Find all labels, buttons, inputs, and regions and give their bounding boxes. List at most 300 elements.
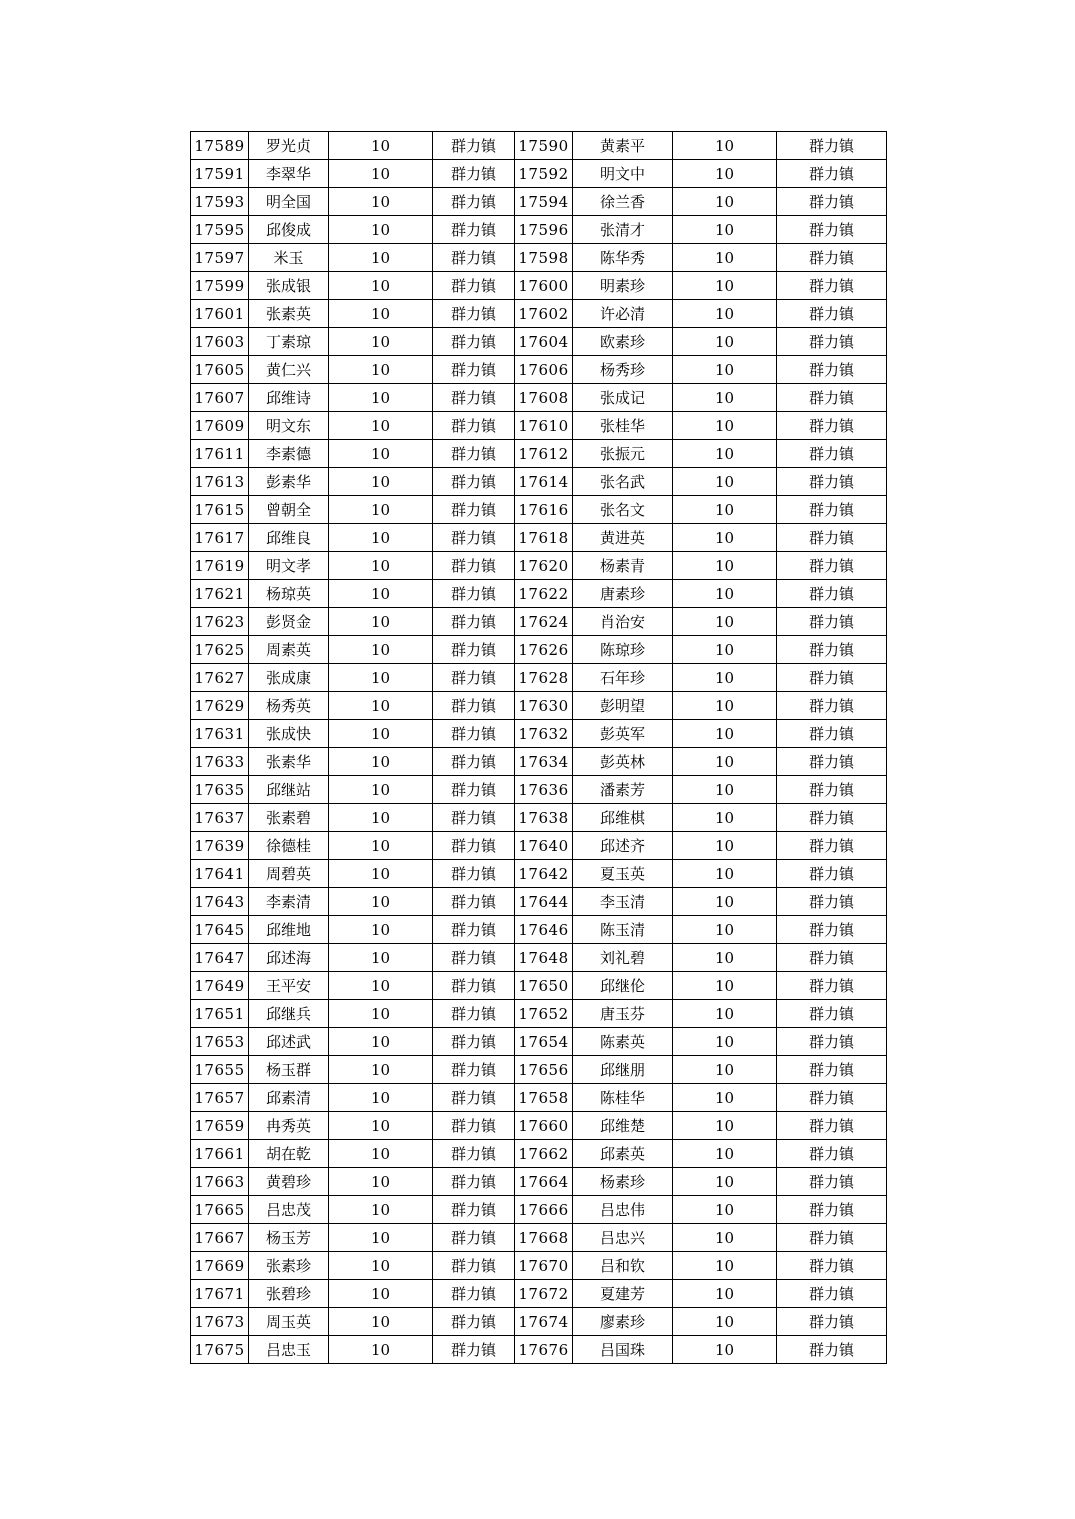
table-row (191, 272, 887, 300)
cell-id: 17594 (515, 188, 573, 216)
table-row (191, 776, 887, 804)
table-row (191, 944, 887, 972)
cell-town: 群力镇 (777, 944, 887, 972)
cell-town: 群力镇 (777, 496, 887, 524)
cell-id: 17596 (515, 216, 573, 244)
cell-name: 彭英林 (573, 748, 673, 776)
cell-id: 17655 (191, 1056, 249, 1084)
table-row (191, 244, 887, 272)
cell-id: 17639 (191, 832, 249, 860)
cell-name: 彭明望 (573, 692, 673, 720)
cell-name: 明文东 (249, 412, 329, 440)
cell-id: 17611 (191, 440, 249, 468)
cell-amount: 10 (673, 384, 777, 412)
cell-town: 群力镇 (433, 132, 515, 160)
cell-amount: 10 (329, 1224, 433, 1252)
cell-id: 17667 (191, 1224, 249, 1252)
table-row (191, 832, 887, 860)
cell-id: 17591 (191, 160, 249, 188)
cell-amount: 10 (329, 1084, 433, 1112)
cell-town: 群力镇 (433, 384, 515, 412)
cell-name: 邱维地 (249, 916, 329, 944)
cell-id: 17590 (515, 132, 573, 160)
table-row (191, 300, 887, 328)
cell-name: 冉秀英 (249, 1112, 329, 1140)
cell-name: 张成银 (249, 272, 329, 300)
cell-town: 群力镇 (433, 1140, 515, 1168)
cell-amount: 10 (673, 328, 777, 356)
cell-id: 17659 (191, 1112, 249, 1140)
cell-id: 17662 (515, 1140, 573, 1168)
cell-town: 群力镇 (433, 272, 515, 300)
table-row (191, 1168, 887, 1196)
cell-amount: 10 (329, 160, 433, 188)
cell-id: 17609 (191, 412, 249, 440)
cell-name: 彭素华 (249, 468, 329, 496)
cell-id: 17651 (191, 1000, 249, 1028)
cell-town: 群力镇 (777, 916, 887, 944)
cell-name: 吕忠玉 (249, 1336, 329, 1364)
cell-id: 17626 (515, 636, 573, 664)
cell-amount: 10 (329, 384, 433, 412)
cell-amount: 10 (329, 832, 433, 860)
cell-town: 群力镇 (777, 300, 887, 328)
cell-amount: 10 (673, 720, 777, 748)
cell-town: 群力镇 (433, 916, 515, 944)
cell-amount: 10 (673, 1000, 777, 1028)
cell-amount: 10 (329, 804, 433, 832)
cell-amount: 10 (329, 356, 433, 384)
table-row (191, 1224, 887, 1252)
cell-name: 李翠华 (249, 160, 329, 188)
cell-town: 群力镇 (433, 804, 515, 832)
cell-amount: 10 (673, 412, 777, 440)
cell-amount: 10 (673, 1140, 777, 1168)
cell-amount: 10 (329, 748, 433, 776)
cell-town: 群力镇 (433, 664, 515, 692)
cell-town: 群力镇 (777, 1196, 887, 1224)
cell-town: 群力镇 (777, 1280, 887, 1308)
cell-town: 群力镇 (433, 832, 515, 860)
cell-amount: 10 (329, 720, 433, 748)
cell-amount: 10 (673, 552, 777, 580)
cell-amount: 10 (329, 188, 433, 216)
cell-town: 群力镇 (433, 1028, 515, 1056)
cell-amount: 10 (673, 1336, 777, 1364)
cell-amount: 10 (329, 552, 433, 580)
cell-town: 群力镇 (777, 608, 887, 636)
cell-id: 17647 (191, 944, 249, 972)
cell-town: 群力镇 (433, 1336, 515, 1364)
table-row (191, 720, 887, 748)
cell-name: 徐兰香 (573, 188, 673, 216)
cell-amount: 10 (673, 1252, 777, 1280)
cell-id: 17648 (515, 944, 573, 972)
cell-amount: 10 (329, 1168, 433, 1196)
cell-id: 17675 (191, 1336, 249, 1364)
table-row (191, 160, 887, 188)
cell-id: 17635 (191, 776, 249, 804)
cell-town: 群力镇 (777, 468, 887, 496)
cell-id: 17625 (191, 636, 249, 664)
cell-id: 17620 (515, 552, 573, 580)
cell-town: 群力镇 (777, 216, 887, 244)
cell-town: 群力镇 (433, 888, 515, 916)
cell-amount: 10 (329, 1056, 433, 1084)
table-row (191, 1028, 887, 1056)
cell-town: 群力镇 (433, 1168, 515, 1196)
cell-id: 17604 (515, 328, 573, 356)
cell-id: 17657 (191, 1084, 249, 1112)
cell-name: 杨秀珍 (573, 356, 673, 384)
cell-amount: 10 (673, 300, 777, 328)
cell-town: 群力镇 (433, 748, 515, 776)
cell-amount: 10 (329, 608, 433, 636)
cell-town: 群力镇 (777, 580, 887, 608)
cell-id: 17621 (191, 580, 249, 608)
cell-amount: 10 (673, 244, 777, 272)
cell-name: 潘素芳 (573, 776, 673, 804)
cell-name: 邱素清 (249, 1084, 329, 1112)
table-row (191, 916, 887, 944)
cell-town: 群力镇 (777, 272, 887, 300)
cell-amount: 10 (673, 608, 777, 636)
cell-id: 17629 (191, 692, 249, 720)
table-row (191, 888, 887, 916)
cell-id: 17602 (515, 300, 573, 328)
cell-name: 唐玉芬 (573, 1000, 673, 1028)
cell-town: 群力镇 (777, 1336, 887, 1364)
cell-id: 17640 (515, 832, 573, 860)
cell-id: 17614 (515, 468, 573, 496)
cell-amount: 10 (329, 664, 433, 692)
cell-amount: 10 (329, 272, 433, 300)
table-row (191, 972, 887, 1000)
roster-table-body (191, 132, 887, 1364)
cell-name: 明素珍 (573, 272, 673, 300)
cell-id: 17619 (191, 552, 249, 580)
cell-id: 17653 (191, 1028, 249, 1056)
cell-town: 群力镇 (433, 300, 515, 328)
table-row (191, 1336, 887, 1364)
table-row (191, 1056, 887, 1084)
table-row (191, 580, 887, 608)
cell-id: 17645 (191, 916, 249, 944)
cell-name: 胡在乾 (249, 1140, 329, 1168)
cell-name: 黄仁兴 (249, 356, 329, 384)
cell-amount: 10 (329, 636, 433, 664)
cell-name: 黄碧珍 (249, 1168, 329, 1196)
cell-town: 群力镇 (433, 160, 515, 188)
cell-id: 17669 (191, 1252, 249, 1280)
cell-id: 17616 (515, 496, 573, 524)
cell-name: 陈华秀 (573, 244, 673, 272)
cell-name: 陈玉清 (573, 916, 673, 944)
cell-amount: 10 (673, 692, 777, 720)
cell-name: 张清才 (573, 216, 673, 244)
cell-name: 张成记 (573, 384, 673, 412)
cell-town: 群力镇 (777, 440, 887, 468)
roster-table (190, 131, 887, 1364)
cell-amount: 10 (329, 1252, 433, 1280)
cell-town: 群力镇 (433, 440, 515, 468)
cell-id: 17654 (515, 1028, 573, 1056)
cell-name: 陈琼珍 (573, 636, 673, 664)
cell-town: 群力镇 (433, 1252, 515, 1280)
table-row (191, 328, 887, 356)
cell-name: 张素华 (249, 748, 329, 776)
cell-town: 群力镇 (777, 552, 887, 580)
cell-town: 群力镇 (433, 1224, 515, 1252)
table-row (191, 636, 887, 664)
cell-amount: 10 (673, 1224, 777, 1252)
cell-id: 17636 (515, 776, 573, 804)
cell-id: 17643 (191, 888, 249, 916)
cell-id: 17668 (515, 1224, 573, 1252)
table-row (191, 692, 887, 720)
cell-name: 陈素英 (573, 1028, 673, 1056)
cell-id: 17627 (191, 664, 249, 692)
cell-name: 张振元 (573, 440, 673, 468)
cell-name: 邱俊成 (249, 216, 329, 244)
cell-amount: 10 (329, 1280, 433, 1308)
cell-amount: 10 (329, 244, 433, 272)
cell-id: 17595 (191, 216, 249, 244)
table-row (191, 384, 887, 412)
cell-town: 群力镇 (433, 636, 515, 664)
cell-amount: 10 (329, 776, 433, 804)
cell-town: 群力镇 (433, 188, 515, 216)
table-row (191, 664, 887, 692)
table-row (191, 132, 887, 160)
cell-amount: 10 (329, 944, 433, 972)
cell-name: 张素珍 (249, 1252, 329, 1280)
cell-id: 17673 (191, 1308, 249, 1336)
cell-town: 群力镇 (777, 160, 887, 188)
cell-town: 群力镇 (777, 132, 887, 160)
cell-id: 17598 (515, 244, 573, 272)
cell-amount: 10 (673, 440, 777, 468)
cell-amount: 10 (329, 440, 433, 468)
cell-name: 彭英军 (573, 720, 673, 748)
cell-id: 17612 (515, 440, 573, 468)
cell-id: 17646 (515, 916, 573, 944)
cell-amount: 10 (673, 804, 777, 832)
cell-amount: 10 (329, 860, 433, 888)
table-row (191, 608, 887, 636)
table-row (191, 748, 887, 776)
cell-amount: 10 (329, 1336, 433, 1364)
cell-town: 群力镇 (433, 1000, 515, 1028)
cell-town: 群力镇 (433, 692, 515, 720)
cell-amount: 10 (329, 216, 433, 244)
cell-id: 17624 (515, 608, 573, 636)
cell-id: 17610 (515, 412, 573, 440)
cell-amount: 10 (673, 1280, 777, 1308)
cell-amount: 10 (673, 860, 777, 888)
cell-name: 杨玉群 (249, 1056, 329, 1084)
cell-name: 吕和钦 (573, 1252, 673, 1280)
cell-name: 黄素平 (573, 132, 673, 160)
cell-town: 群力镇 (777, 244, 887, 272)
cell-name: 刘礼碧 (573, 944, 673, 972)
cell-town: 群力镇 (433, 1280, 515, 1308)
cell-name: 周素英 (249, 636, 329, 664)
cell-amount: 10 (673, 580, 777, 608)
cell-amount: 10 (329, 1308, 433, 1336)
cell-amount: 10 (673, 524, 777, 552)
cell-amount: 10 (329, 132, 433, 160)
cell-amount: 10 (673, 664, 777, 692)
cell-name: 李素德 (249, 440, 329, 468)
cell-id: 17600 (515, 272, 573, 300)
cell-town: 群力镇 (433, 776, 515, 804)
table-row (191, 496, 887, 524)
cell-name: 张碧珍 (249, 1280, 329, 1308)
cell-amount: 10 (673, 1028, 777, 1056)
cell-amount: 10 (329, 972, 433, 1000)
cell-town: 群力镇 (433, 1084, 515, 1112)
cell-id: 17660 (515, 1112, 573, 1140)
cell-town: 群力镇 (777, 1028, 887, 1056)
cell-town: 群力镇 (433, 328, 515, 356)
cell-amount: 10 (673, 972, 777, 1000)
cell-town: 群力镇 (433, 468, 515, 496)
cell-town: 群力镇 (433, 216, 515, 244)
cell-id: 17642 (515, 860, 573, 888)
cell-name: 张名武 (573, 468, 673, 496)
cell-amount: 10 (673, 1084, 777, 1112)
cell-amount: 10 (673, 1168, 777, 1196)
cell-town: 群力镇 (777, 1224, 887, 1252)
cell-amount: 10 (329, 1028, 433, 1056)
cell-town: 群力镇 (777, 860, 887, 888)
cell-name: 曾朝全 (249, 496, 329, 524)
cell-name: 邱述武 (249, 1028, 329, 1056)
cell-amount: 10 (673, 496, 777, 524)
cell-name: 吕忠茂 (249, 1196, 329, 1224)
table-row (191, 1252, 887, 1280)
cell-town: 群力镇 (777, 1168, 887, 1196)
cell-town: 群力镇 (777, 972, 887, 1000)
cell-town: 群力镇 (433, 524, 515, 552)
table-row (191, 468, 887, 496)
cell-name: 周玉英 (249, 1308, 329, 1336)
cell-name: 邱继站 (249, 776, 329, 804)
cell-id: 17664 (515, 1168, 573, 1196)
cell-name: 邱述海 (249, 944, 329, 972)
cell-amount: 10 (329, 1112, 433, 1140)
cell-id: 17644 (515, 888, 573, 916)
cell-town: 群力镇 (777, 1112, 887, 1140)
cell-name: 杨琼英 (249, 580, 329, 608)
cell-town: 群力镇 (777, 1140, 887, 1168)
cell-town: 群力镇 (777, 1056, 887, 1084)
cell-amount: 10 (329, 300, 433, 328)
cell-id: 17593 (191, 188, 249, 216)
cell-town: 群力镇 (777, 1308, 887, 1336)
cell-town: 群力镇 (777, 636, 887, 664)
cell-id: 17676 (515, 1336, 573, 1364)
cell-amount: 10 (673, 832, 777, 860)
cell-town: 群力镇 (433, 608, 515, 636)
cell-amount: 10 (673, 1196, 777, 1224)
cell-town: 群力镇 (777, 720, 887, 748)
cell-name: 明全国 (249, 188, 329, 216)
cell-id: 17599 (191, 272, 249, 300)
cell-name: 肖治安 (573, 608, 673, 636)
cell-id: 17597 (191, 244, 249, 272)
cell-name: 徐德桂 (249, 832, 329, 860)
table-row (191, 1000, 887, 1028)
cell-id: 17661 (191, 1140, 249, 1168)
cell-id: 17650 (515, 972, 573, 1000)
cell-amount: 10 (673, 1308, 777, 1336)
cell-amount: 10 (329, 412, 433, 440)
table-row (191, 1084, 887, 1112)
cell-town: 群力镇 (777, 776, 887, 804)
cell-amount: 10 (673, 216, 777, 244)
cell-town: 群力镇 (433, 972, 515, 1000)
cell-name: 张桂华 (573, 412, 673, 440)
cell-town: 群力镇 (777, 664, 887, 692)
cell-town: 群力镇 (433, 1308, 515, 1336)
table-row (191, 524, 887, 552)
table-row (191, 1280, 887, 1308)
cell-name: 明文孝 (249, 552, 329, 580)
cell-amount: 10 (329, 1196, 433, 1224)
cell-amount: 10 (329, 916, 433, 944)
table-row (191, 1140, 887, 1168)
cell-id: 17652 (515, 1000, 573, 1028)
cell-town: 群力镇 (433, 552, 515, 580)
cell-name: 丁素琼 (249, 328, 329, 356)
cell-town: 群力镇 (777, 1000, 887, 1028)
cell-town: 群力镇 (777, 524, 887, 552)
cell-name: 李玉清 (573, 888, 673, 916)
cell-name: 欧素珍 (573, 328, 673, 356)
cell-amount: 10 (673, 944, 777, 972)
cell-name: 李素清 (249, 888, 329, 916)
cell-amount: 10 (329, 692, 433, 720)
cell-town: 群力镇 (433, 1112, 515, 1140)
table-row (191, 1112, 887, 1140)
cell-name: 张素碧 (249, 804, 329, 832)
cell-amount: 10 (329, 580, 433, 608)
cell-amount: 10 (673, 1112, 777, 1140)
cell-town: 群力镇 (777, 1252, 887, 1280)
cell-id: 17608 (515, 384, 573, 412)
cell-name: 邱素英 (573, 1140, 673, 1168)
table-row (191, 1308, 887, 1336)
cell-town: 群力镇 (777, 888, 887, 916)
cell-id: 17628 (515, 664, 573, 692)
cell-amount: 10 (329, 524, 433, 552)
cell-name: 米玉 (249, 244, 329, 272)
cell-id: 17603 (191, 328, 249, 356)
cell-name: 杨素青 (573, 552, 673, 580)
cell-id: 17666 (515, 1196, 573, 1224)
cell-id: 17601 (191, 300, 249, 328)
cell-amount: 10 (673, 468, 777, 496)
cell-id: 17638 (515, 804, 573, 832)
table-row (191, 216, 887, 244)
cell-name: 邱继兵 (249, 1000, 329, 1028)
cell-town: 群力镇 (777, 356, 887, 384)
cell-id: 17637 (191, 804, 249, 832)
cell-name: 杨玉芳 (249, 1224, 329, 1252)
cell-id: 17617 (191, 524, 249, 552)
